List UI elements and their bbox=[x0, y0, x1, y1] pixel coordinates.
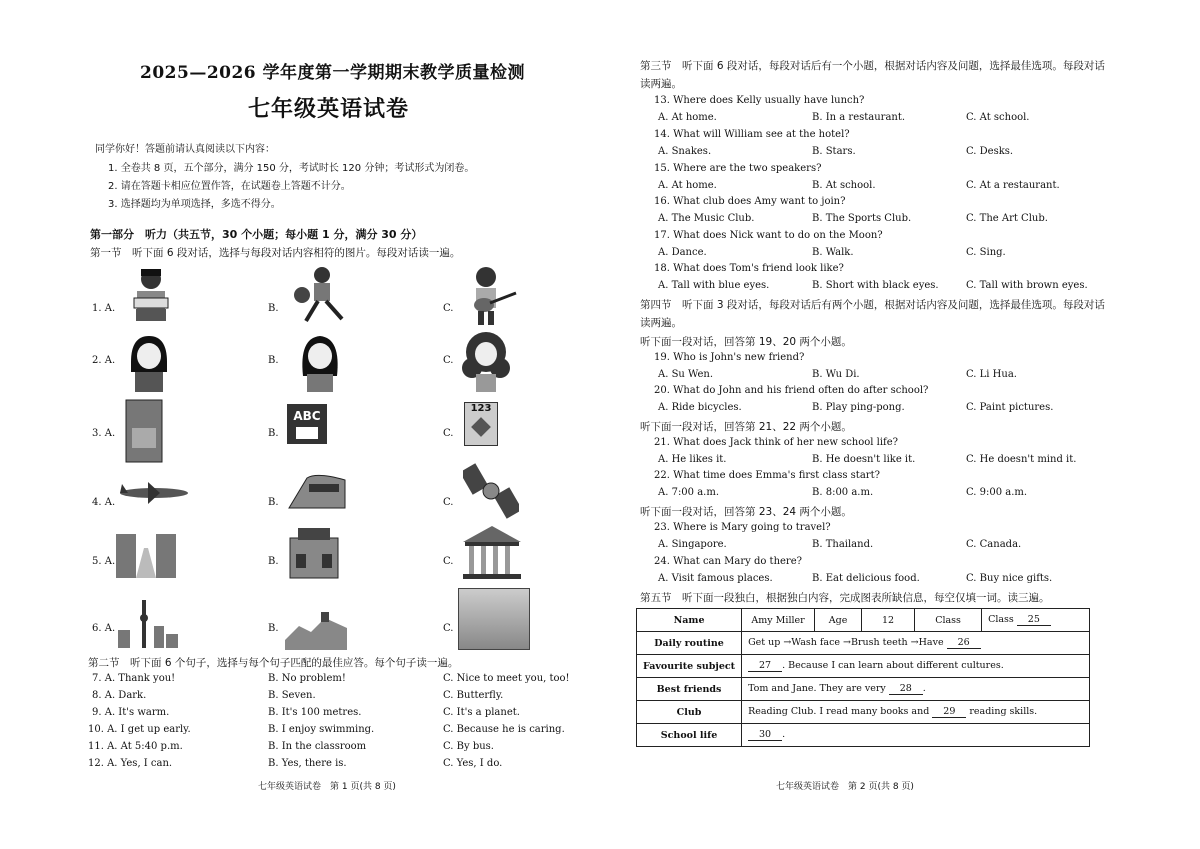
option-label: C. bbox=[443, 428, 454, 439]
option-c: C. At a restaurant. bbox=[966, 180, 1060, 191]
blank-29[interactable]: 29 bbox=[932, 706, 966, 718]
option-a: 11. A. At 5:40 p.m. bbox=[88, 741, 183, 752]
dialogue-intro: 听下面一段对话，回答第 19、20 两个小题。 bbox=[640, 336, 852, 348]
option-a: 9. A. It's warm. bbox=[92, 707, 170, 718]
section-heading-cont: 读两遍。 bbox=[640, 78, 682, 90]
table-row bbox=[637, 609, 1090, 632]
option-c: C. At school. bbox=[966, 112, 1030, 123]
option-b: B. Yes, there is. bbox=[268, 758, 347, 769]
routine-text: Get up →Wash face →Brush teeth →Have bbox=[748, 637, 944, 648]
dialogue-intro: 听下面一段对话，回答第 21、22 两个小题。 bbox=[640, 421, 852, 433]
option-a: A. Dance. bbox=[658, 247, 707, 258]
abc-book-image bbox=[287, 404, 327, 444]
option-c: C. Buy nice gifts. bbox=[966, 573, 1053, 584]
table-row bbox=[637, 701, 1090, 724]
notice-item: 3. 选择题均为单项选择，多选不得分。 bbox=[108, 199, 281, 210]
blank-30[interactable]: 30 bbox=[748, 729, 782, 741]
option-b: B. Short with black eyes. bbox=[812, 280, 939, 291]
girl-short-hair-image bbox=[125, 332, 173, 392]
blank-28[interactable]: 28 bbox=[889, 683, 923, 695]
book-label: 123 bbox=[470, 403, 492, 414]
page-footer: 七年级英语试卷 第 1 页(共 8 页) bbox=[258, 782, 396, 792]
landmark-photo-image bbox=[458, 588, 530, 650]
subject-header: Favourite subject bbox=[637, 655, 742, 678]
option-b: B. In a restaurant. bbox=[812, 112, 906, 123]
blank-26[interactable]: 26 bbox=[947, 637, 981, 649]
option-label: C. bbox=[443, 303, 454, 314]
option-b: B. Walk. bbox=[812, 247, 854, 258]
friends-text: Tom and Jane. They are very bbox=[748, 683, 886, 694]
class-label: Class bbox=[988, 614, 1014, 625]
section-heading: 第四节 听下面 3 段对话，每段对话后有两个小题，根据对话内容及问题，选择最佳选项。每段对话 bbox=[640, 299, 1105, 311]
table-row bbox=[637, 724, 1090, 747]
option-label: B. bbox=[268, 428, 279, 439]
option-c: C. He doesn't mind it. bbox=[966, 454, 1077, 465]
option-a: A. Ride bicycles. bbox=[658, 402, 742, 413]
option-a: A. Singapore. bbox=[658, 539, 727, 550]
girl-long-hair-image bbox=[295, 332, 345, 392]
question: 19. Who is John's new friend? bbox=[654, 352, 805, 363]
option-b: B. I enjoy swimming. bbox=[268, 724, 375, 735]
school-end: . bbox=[782, 729, 786, 740]
option-a: A. He likes it. bbox=[658, 454, 727, 465]
friends-cell bbox=[742, 678, 1090, 701]
option-b: B. The Sports Club. bbox=[812, 213, 912, 224]
option-b: B. Eat delicious food. bbox=[812, 573, 920, 584]
option-a: A. 7:00 a.m. bbox=[658, 487, 720, 498]
option-label: 2. A. bbox=[92, 355, 116, 366]
class-header: Class bbox=[915, 609, 982, 632]
option-c: C. Because he is caring. bbox=[443, 724, 565, 735]
option-label: 1. A. bbox=[92, 303, 116, 314]
option-a: A. At home. bbox=[658, 112, 717, 123]
option-label: 6. A. bbox=[92, 623, 116, 634]
option-c: C. Paint pictures. bbox=[966, 402, 1054, 413]
subject-cell bbox=[742, 655, 1090, 678]
name-value: Amy Miller bbox=[742, 609, 815, 632]
question: 21. What does Jack think of her new school life? bbox=[654, 437, 899, 448]
book-label: ABC bbox=[293, 409, 321, 423]
cinema-image bbox=[284, 524, 344, 582]
option-a: A. Tall with blue eyes. bbox=[658, 280, 770, 291]
option-b: B. He doesn't like it. bbox=[812, 454, 916, 465]
option-label: B. bbox=[268, 303, 279, 314]
option-b: B. Seven. bbox=[268, 690, 316, 701]
option-a: A. The Music Club. bbox=[658, 213, 755, 224]
blank-27[interactable]: 27 bbox=[748, 660, 782, 672]
exam-subtitle: 七年级英语试卷 bbox=[248, 96, 410, 122]
age-value: 12 bbox=[862, 609, 915, 632]
section-heading: 第一节 听下面 6 段对话，选择与每段对话内容相符的图片。每段对话读一遍。 bbox=[90, 247, 461, 259]
section-heading: 第五节 听下面一段独白，根据独白内容，完成图表所缺信息，每空仅填一词。读三遍。 bbox=[640, 592, 1050, 604]
great-wall-image bbox=[285, 600, 347, 650]
section-heading-cont: 读两遍。 bbox=[640, 317, 682, 329]
girl-curly-hair-image bbox=[460, 330, 512, 392]
option-label: B. bbox=[268, 355, 279, 366]
section-heading: 第三节 听下面 6 段对话，每段对话后有一个小题，根据对话内容及问题，选择最佳选项。每段对话 bbox=[640, 60, 1105, 72]
class-cell bbox=[982, 609, 1090, 632]
routine-header: Daily routine bbox=[637, 632, 742, 655]
table-row bbox=[637, 632, 1090, 655]
option-c: C. Nice to meet you, too! bbox=[443, 673, 570, 684]
option-label: 5. A. bbox=[92, 556, 116, 567]
option-label: B. bbox=[268, 623, 279, 634]
boy-guitar-image bbox=[462, 265, 518, 327]
museum-image bbox=[461, 524, 523, 580]
question: 23. Where is Mary going to travel? bbox=[654, 522, 831, 533]
number-book-image bbox=[464, 402, 498, 446]
option-b: B. Play ping-pong. bbox=[812, 402, 905, 413]
part-heading: 第一部分 听力（共五节，30 个小题；每小题 1 分，满分 30 分） bbox=[90, 228, 423, 241]
school-cell bbox=[742, 724, 1090, 747]
option-b: B. Stars. bbox=[812, 146, 856, 157]
option-label: C. bbox=[443, 355, 454, 366]
club-text: Reading Club. I read many books and bbox=[748, 706, 930, 717]
section-heading: 第二节 听下面 6 个句子，选择与每个句子匹配的最佳应答。每个句子读一遍。 bbox=[88, 657, 459, 669]
page-footer: 七年级英语试卷 第 2 页(共 8 页) bbox=[776, 782, 914, 792]
option-b: B. Thailand. bbox=[812, 539, 874, 550]
option-c: C. Butterfly. bbox=[443, 690, 504, 701]
street-image bbox=[114, 528, 178, 582]
option-a: A. Visit famous places. bbox=[658, 573, 773, 584]
question: 18. What does Tom's friend look like? bbox=[654, 263, 844, 274]
option-a: 12. A. Yes, I can. bbox=[88, 758, 173, 769]
option-a: 8. A. Dark. bbox=[92, 690, 147, 701]
boy-reading-image bbox=[128, 265, 174, 327]
club-end: reading skills. bbox=[969, 706, 1038, 717]
option-label: C. bbox=[443, 497, 454, 508]
option-label: 4. A. bbox=[92, 497, 116, 508]
info-table bbox=[636, 608, 1090, 747]
option-c: C. Li Hua. bbox=[966, 369, 1017, 380]
option-b: B. In the classroom bbox=[268, 741, 367, 752]
option-label: B. bbox=[268, 497, 279, 508]
option-b: B. No problem! bbox=[268, 673, 346, 684]
friends-header: Best friends bbox=[637, 678, 742, 701]
option-label: B. bbox=[268, 556, 279, 567]
option-b: B. Wu Di. bbox=[812, 369, 860, 380]
option-label: C. bbox=[443, 556, 454, 567]
age-header: Age bbox=[815, 609, 862, 632]
option-c: C. Canada. bbox=[966, 539, 1022, 550]
notice-item: 2. 请在答题卡相应位置作答，在试题卷上答题不计分。 bbox=[108, 181, 351, 192]
option-b: B. 8:00 a.m. bbox=[812, 487, 874, 498]
club-cell bbox=[742, 701, 1090, 724]
option-a: A. At home. bbox=[658, 180, 717, 191]
question: 22. What time does Emma's first class start? bbox=[654, 470, 880, 481]
dialogue-intro: 听下面一段对话，回答第 23、24 两个小题。 bbox=[640, 506, 852, 518]
question: 15. Where are the two speakers? bbox=[654, 163, 822, 174]
friends-end: . bbox=[922, 683, 926, 694]
book-image bbox=[122, 398, 166, 464]
question: 17. What does Nick want to do on the Moon? bbox=[654, 230, 883, 241]
city-tower-image bbox=[114, 596, 180, 652]
option-c: C. The Art Club. bbox=[966, 213, 1048, 224]
option-label: 3. A. bbox=[92, 428, 116, 439]
option-a: 7. A. Thank you! bbox=[92, 673, 176, 684]
airplane-image bbox=[118, 480, 190, 506]
blank-25[interactable]: 25 bbox=[1017, 614, 1051, 626]
question: 14. What will William see at the hotel? bbox=[654, 129, 850, 140]
school-header: School life bbox=[637, 724, 742, 747]
boy-basketball-image bbox=[288, 265, 350, 327]
satellite-image bbox=[463, 462, 519, 520]
table-row bbox=[637, 655, 1090, 678]
option-label: C. bbox=[443, 623, 454, 634]
option-c: C. Tall with brown eyes. bbox=[966, 280, 1088, 291]
option-c: C. Yes, I do. bbox=[443, 758, 503, 769]
option-a: A. Snakes. bbox=[658, 146, 712, 157]
option-c: C. Sing. bbox=[966, 247, 1006, 258]
option-a: 10. A. I get up early. bbox=[88, 724, 191, 735]
option-c: C. By bus. bbox=[443, 741, 494, 752]
option-c: C. Desks. bbox=[966, 146, 1014, 157]
notice-heading: 同学你好！答题前请认真阅读以下内容： bbox=[95, 144, 275, 155]
question: 13. Where does Kelly usually have lunch? bbox=[654, 95, 865, 106]
option-c: C. 9:00 a.m. bbox=[966, 487, 1028, 498]
exam-title: 2025—2026 学年度第一学期期末教学质量检测 bbox=[140, 63, 526, 83]
question: 24. What can Mary do there? bbox=[654, 556, 802, 567]
option-b: B. At school. bbox=[812, 180, 876, 191]
table-row bbox=[637, 678, 1090, 701]
subject-text: . Because I can learn about different cultures. bbox=[782, 660, 1004, 671]
question: 16. What club does Amy want to join? bbox=[654, 196, 846, 207]
question: 20. What do John and his friend often do after school? bbox=[654, 385, 929, 396]
routine-cell bbox=[742, 632, 1090, 655]
name-header: Name bbox=[637, 609, 742, 632]
option-c: C. It's a planet. bbox=[443, 707, 520, 718]
club-header: Club bbox=[637, 701, 742, 724]
exam-page-2 bbox=[600, 0, 1200, 849]
notice-item: 1. 全卷共 8 页，五个部分，满分 150 分，考试时长 120 分钟；考试形式为闭卷。 bbox=[108, 163, 475, 174]
option-b: B. It's 100 metres. bbox=[268, 707, 362, 718]
option-a: A. Su Wen. bbox=[658, 369, 714, 380]
train-image bbox=[287, 470, 347, 514]
